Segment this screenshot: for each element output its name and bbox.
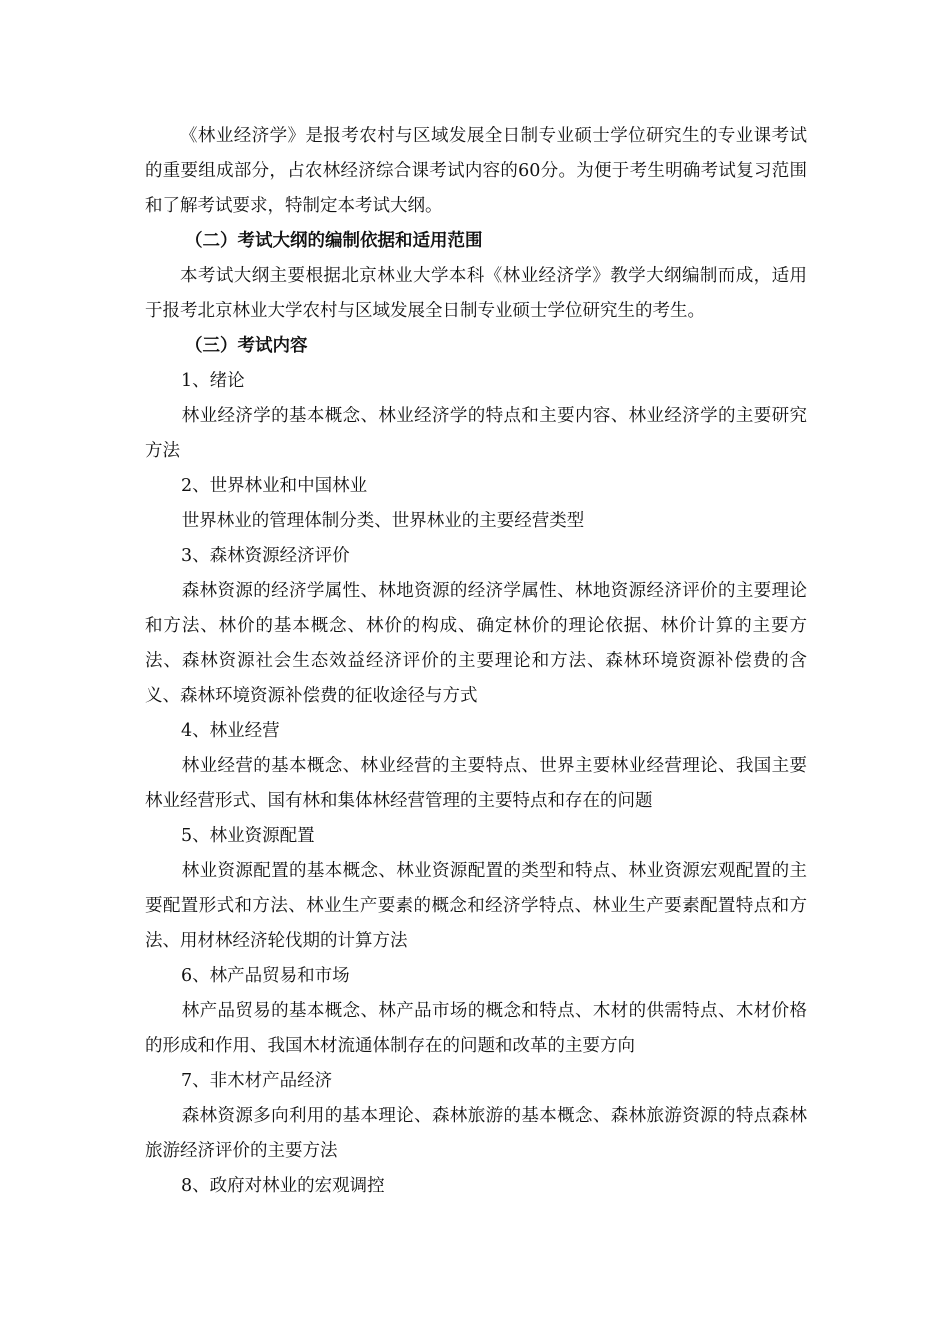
item-5-body: 林业资源配置的基本概念、林业资源配置的类型和特点、林业资源宏观配置的主要配置形式和方法、林业生产要素的概念和经济学特点、林业生产要素配置特点和方法、用材林经济轮伐期的计算方法: [145, 861, 807, 951]
item-2-title: 2、世界林业和中国林业: [181, 476, 368, 496]
section-2-paragraph: 本考试大纲主要根据北京林业大学本科《林业经济学》教学大纲编制而成，适用于报考北京林业大学农村与区域发展全日制专业硕士学位研究生的考生。: [145, 266, 807, 321]
item-3-body: 森林资源的经济学属性、林地资源的经济学属性、林地资源经济评价的主要理论和方法、林价的基本概念、林价的构成、确定林价的理论依据、林价计算的主要方法、森林资源社会生态效益经济评价的主要理论和方法、森林环境资源补偿费的含义、森林环境资源补偿费的征收途径与方式: [145, 581, 807, 706]
item-7-body: 森林资源多向利用的基本理论、森林旅游的基本概念、森林旅游资源的特点森林旅游经济评价的主要方法: [145, 1106, 807, 1161]
item-4-title: 4、林业经营: [181, 721, 280, 741]
item-8-title: 8、政府对林业的宏观调控: [181, 1176, 385, 1196]
item-6-title: 6、林产品贸易和市场: [181, 966, 350, 986]
item-1-title: 1、绪论: [181, 371, 245, 391]
item-6-body: 林产品贸易的基本概念、林产品市场的概念和特点、木材的供需特点、木材价格的形成和作用、我国木材流通体制存在的问题和改革的主要方向: [145, 1001, 807, 1056]
document-page: [145, 119, 807, 1204]
intro-paragraph: 《林业经济学》是报考农村与区域发展全日制专业硕士学位研究生的专业课考试的重要组成部分，占农林经济综合课考试内容的60分。为便于考生明确考试复习范围和了解考试要求，特制定本考试大纲。: [145, 126, 807, 216]
item-7-title: 7、非木材产品经济: [181, 1071, 333, 1091]
section-2-heading: （二）考试大纲的编制依据和适用范围: [185, 231, 483, 251]
section-3-heading: （三）考试内容: [185, 336, 308, 356]
item-2-body: 世界林业的管理体制分类、世界林业的主要经营类型: [181, 511, 585, 531]
item-4-body: 林业经营的基本概念、林业经营的主要特点、世界主要林业经营理论、我国主要林业经营形式、国有林和集体林经营管理的主要特点和存在的问题: [145, 756, 807, 811]
item-1-body: 林业经济学的基本概念、林业经济学的特点和主要内容、林业经济学的主要研究方法: [145, 406, 807, 461]
item-3-title: 3、森林资源经济评价: [181, 546, 350, 566]
item-5-title: 5、林业资源配置: [181, 826, 315, 846]
